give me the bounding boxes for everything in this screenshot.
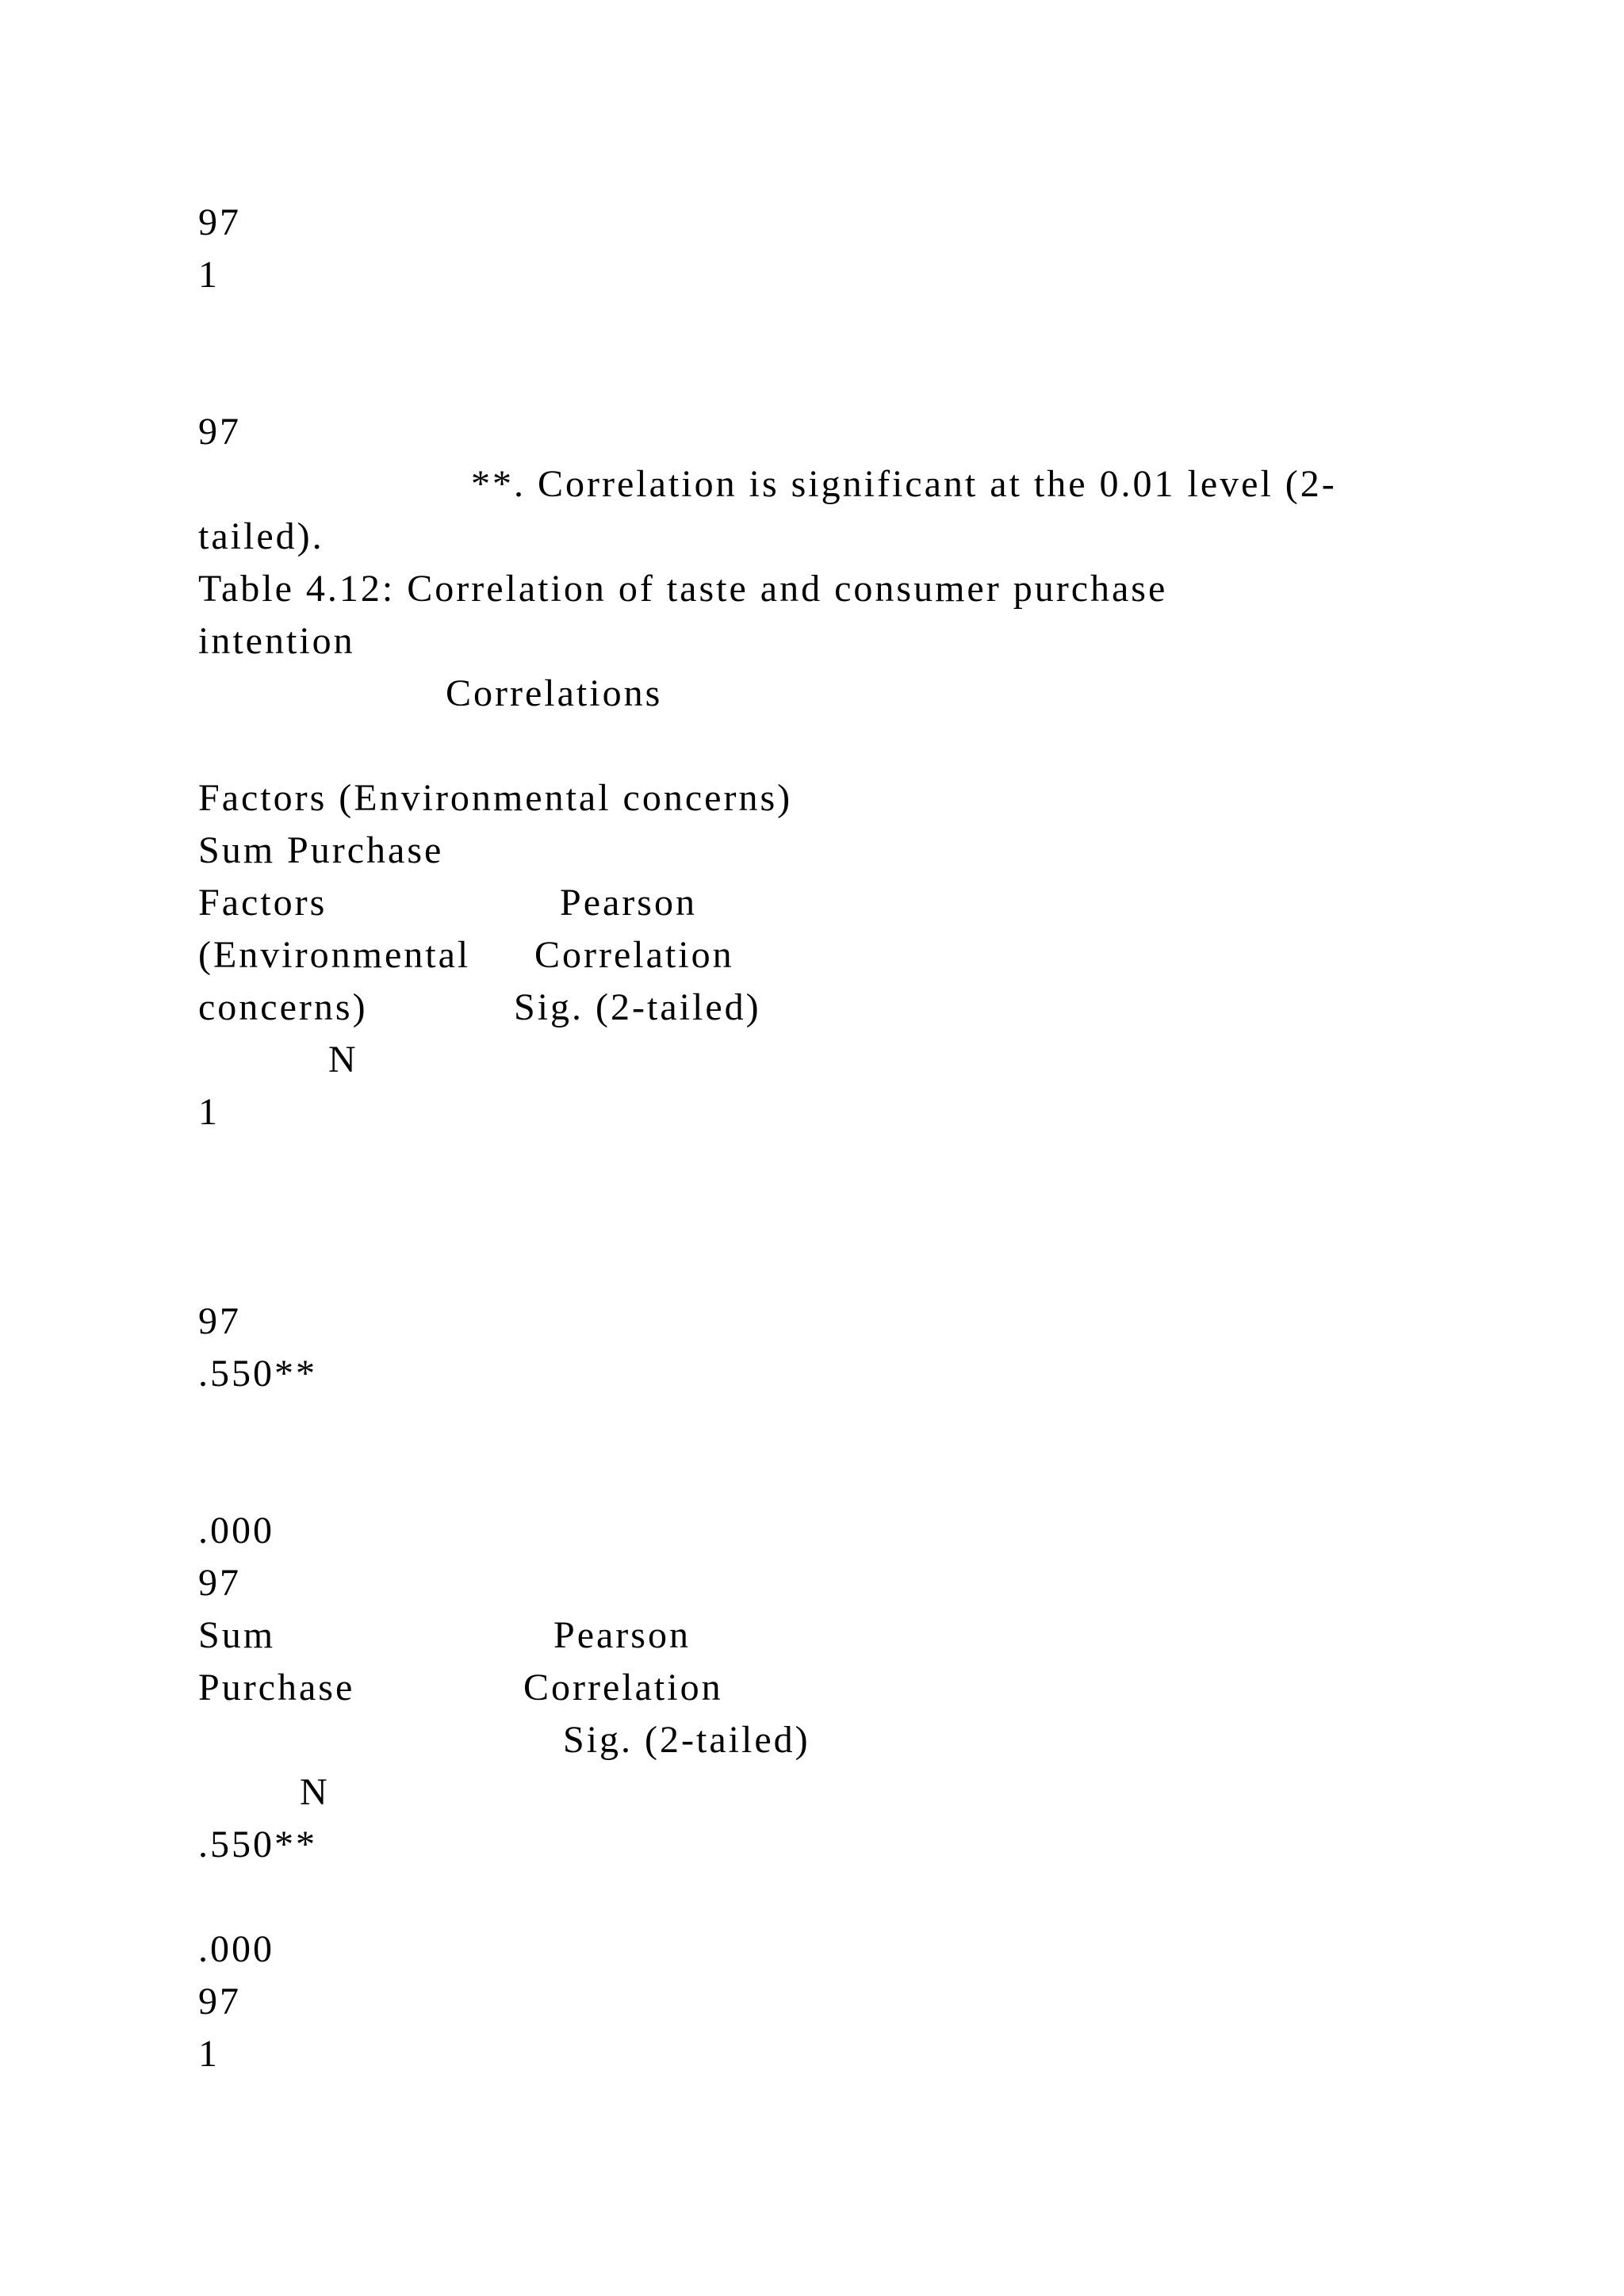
column-header: Factors (Environmental concerns)	[198, 777, 793, 819]
row-header: (Environmental	[198, 934, 471, 976]
text-line: tailed).	[198, 515, 324, 557]
table-cell: .000	[198, 1928, 274, 1970]
text-line: 97	[198, 411, 241, 453]
stat-label: Pearson	[560, 882, 697, 924]
stat-label: Correlation	[534, 934, 734, 976]
table-cell: .550**	[198, 1353, 317, 1395]
row-header: concerns)	[198, 986, 368, 1028]
table-title: Correlations	[446, 672, 663, 714]
table-cell: 97	[198, 1562, 241, 1604]
row-header: Factors	[198, 882, 327, 924]
table-cell: 97	[198, 1300, 241, 1342]
text-line: 97	[198, 201, 241, 243]
stat-label: N	[328, 1039, 358, 1081]
table-caption-continued: intention	[198, 620, 355, 662]
table-cell: 97	[198, 1980, 241, 2022]
table-cell: 1	[198, 1091, 220, 1133]
stat-label: Sig. (2-tailed)	[563, 1719, 810, 1761]
row-header: Sum	[198, 1614, 276, 1656]
table-cell: .550**	[198, 1823, 317, 1866]
stat-label: Sig. (2-tailed)	[514, 986, 761, 1028]
table-cell: 1	[198, 2033, 220, 2075]
table-cell: .000	[198, 1510, 274, 1552]
stat-label: Pearson	[553, 1614, 691, 1656]
significance-footnote: **. Correlation is significant at the 0.01 level (2-	[471, 463, 1337, 505]
stat-label: N	[300, 1771, 330, 1813]
table-caption: Table 4.12: Correlation of taste and consumer purchase	[198, 568, 1168, 610]
stat-label: Correlation	[523, 1667, 723, 1709]
column-header: Sum Purchase	[198, 829, 444, 871]
row-header: Purchase	[198, 1667, 355, 1709]
text-line: 1	[198, 254, 220, 296]
